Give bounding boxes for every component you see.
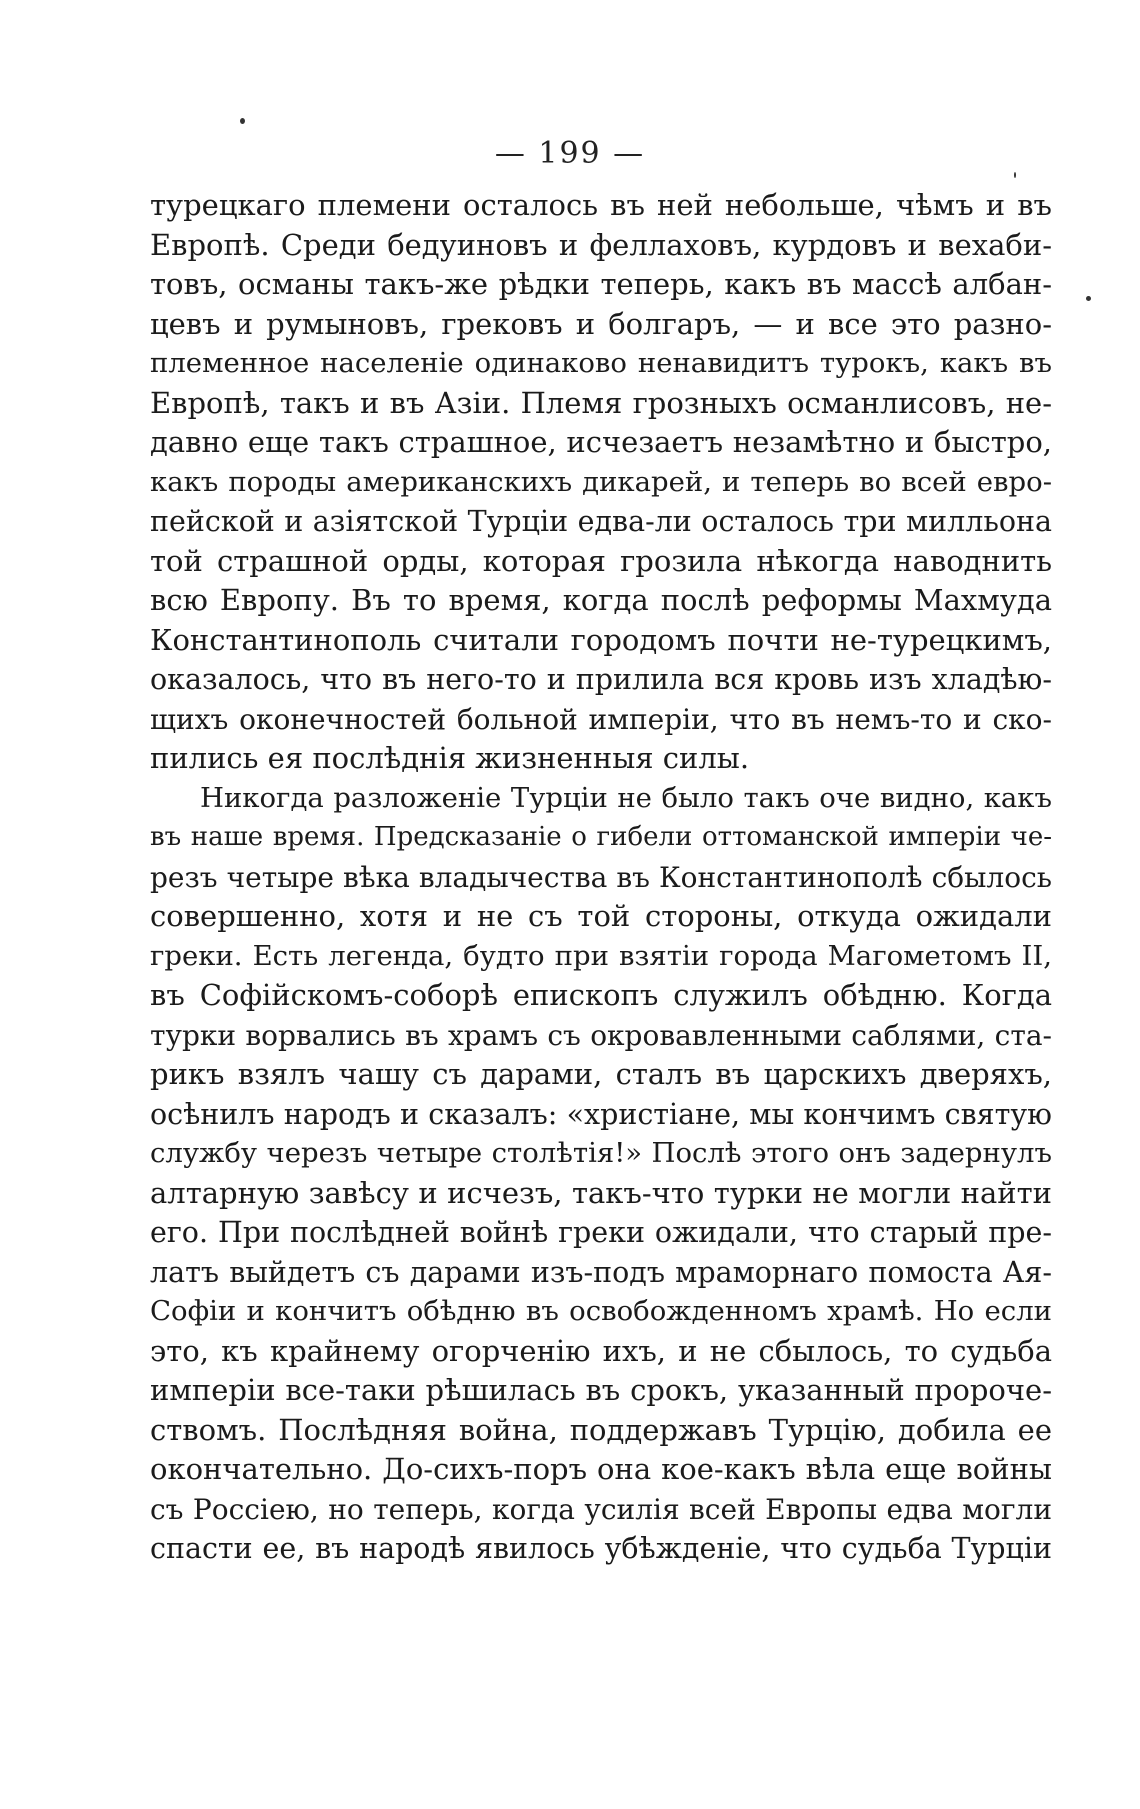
- text-line: щихъ оконечностей больной имперіи, что въ немъ-то и ско-: [150, 702, 1052, 736]
- text-line: ствомъ. Послѣдняя война, поддержавъ Турцію, добила ее: [150, 1412, 1052, 1447]
- paragraph-2: [150, 779, 1052, 1569]
- text-line: Софіи и кончитъ обѣдню въ освобожденномъ храмѣ. Но если: [150, 1295, 1052, 1327]
- text-line: цевъ и румыновъ, грековъ и болгаръ, — и все это разно-: [150, 306, 1052, 341]
- text-line: имперіи все-таки рѣшилась въ срокъ, указанный пророче-: [150, 1373, 1052, 1407]
- text-line: это, къ крайнему огорченію ихъ, и не сбылось, то судьба: [150, 1333, 1052, 1368]
- text-line: службу черезъ четыре столѣтія!» Послѣ этого онъ задернулъ: [150, 1137, 1052, 1169]
- text-line: всю Европу. Въ то время, когда послѣ реформы Махмуда: [150, 583, 1052, 617]
- text-line: алтарную завѣсу и исчезъ, такъ-что турки не могли найти: [150, 1175, 1052, 1210]
- text-line: какъ породы американскихъ дикарей, и теперь во всей евро-: [150, 465, 1052, 498]
- text-line: турецкаго племени осталось въ ней небольше, чѣмъ и въ: [150, 188, 1052, 222]
- text-line: оказалось, что въ него-то и прилила вся кровь изъ хладѣю-: [150, 663, 1052, 696]
- text-line: Европѣ, такъ и въ Азіи. Племя грозныхъ османлисовъ, не-: [150, 385, 1052, 420]
- ink-speck: [1014, 172, 1016, 178]
- text-line: окончательно. До-сихъ-поръ она кое-какъ вѣла еще войны: [150, 1452, 1052, 1486]
- text-line: резъ четыре вѣка владычества въ Константинополѣ сбылось: [150, 860, 1052, 894]
- text-line: пились ея послѣднія жизненныя силы.: [150, 741, 750, 775]
- text-line: Константинополь считали городомъ почти не-турецкимъ,: [150, 622, 1052, 657]
- text-line: совершенно, хотя и не съ той стороны, откуда ожидали: [150, 899, 1052, 933]
- text-line: Никогда разложеніе Турціи не было такъ оче видно, какъ: [200, 781, 1052, 814]
- ink-speck: [240, 118, 245, 124]
- text-line: пейской и азіятской Турціи едва-ли осталось три милльона: [150, 505, 1052, 538]
- text-line: племенное населеніе одинаково ненавидитъ турокъ, какъ въ: [150, 347, 1052, 379]
- text-line: его. При послѣдней войнѣ греки ожидали, что старый пре-: [150, 1216, 1052, 1249]
- text-line: латъ выйдетъ съ дарами изъ-подъ мраморнаго помоста Ая-: [150, 1255, 1052, 1289]
- body-text: [150, 186, 1052, 1569]
- text-line: Европѣ. Среди бедуиновъ и феллаховъ, курдовъ и вехаби-: [150, 227, 1052, 262]
- text-line: въ наше время. Предсказаніе о гибели оттоманской имперіи че-: [150, 822, 1052, 852]
- text-line: съ Россіею, но теперь, когда усилія всей Европы едва могли: [150, 1492, 1052, 1526]
- text-line: спасти ее, въ народѣ явилось убѣжденіе, что судьба Турціи: [150, 1532, 1052, 1565]
- text-line: въ Софійскомъ-соборѣ епископъ служилъ обѣдню. Когда: [150, 978, 1052, 1012]
- text-line: рикъ взялъ чашу съ дарами, сталъ въ царскихъ дверяхъ,: [150, 1057, 1052, 1091]
- text-line: той страшной орды, которая грозила нѣкогда наводнить: [150, 543, 1052, 578]
- ink-speck: [1086, 296, 1091, 301]
- text-line: осѣнилъ народъ и сказалъ: «христіане, мы кончимъ святую: [150, 1097, 1052, 1131]
- page-number: — 199 —: [494, 136, 646, 171]
- text-line: товъ, османы такъ-же рѣдки теперь, какъ въ массѣ албан-: [150, 267, 1052, 301]
- text-line: турки ворвались въ храмъ съ окровавленными саблями, ста-: [150, 1018, 1052, 1052]
- text-line: греки. Есть легенда, будто при взятіи города Магометомъ II,: [150, 939, 1052, 972]
- text-line: давно еще такъ страшное, исчезаетъ незамѣтно и быстро,: [150, 425, 1052, 459]
- paragraph-1: [150, 186, 1052, 779]
